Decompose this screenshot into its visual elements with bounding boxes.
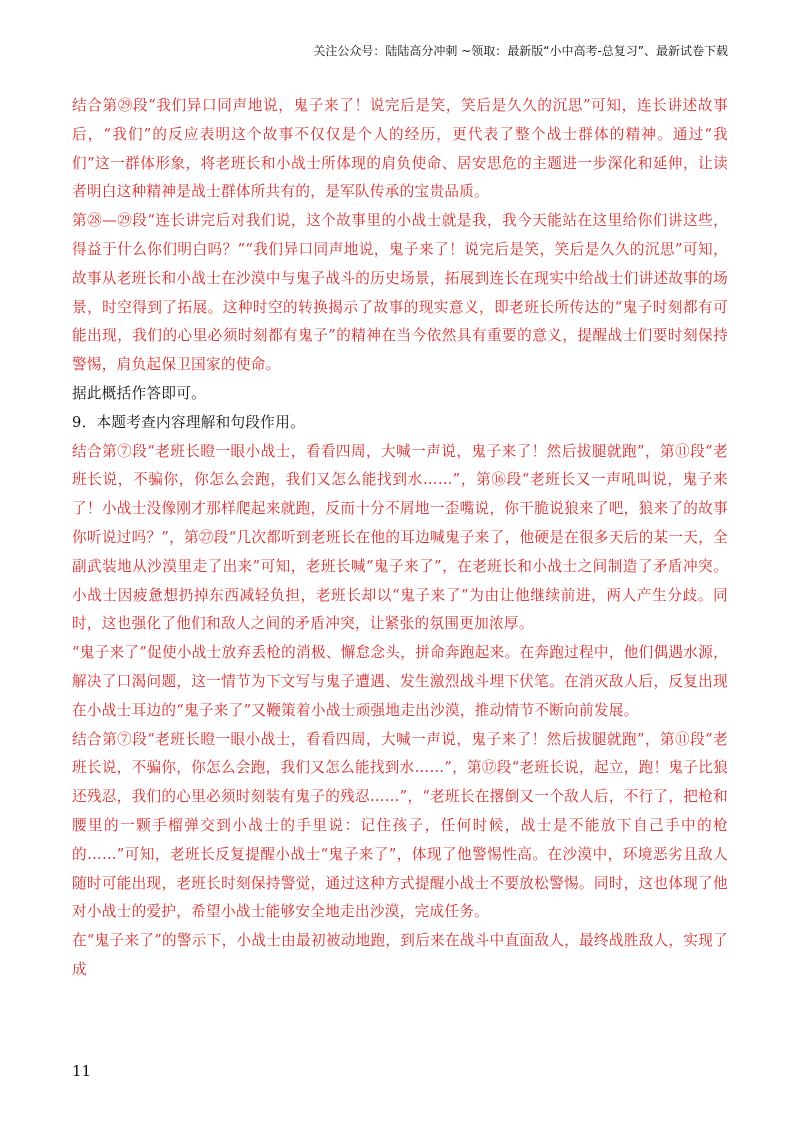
page-header: 关注公众号：陆陆高分冲刺 ~领取：最新版“小中高考-总复习”、最新试卷下载 xyxy=(313,44,728,58)
paragraph-1: 结合第㉙段“我们异口同声地说，鬼子来了！说完后是笑，笑后是久久的沉思”可知，连长讲述故事后，“我们”的反应表明这个故事不仅仅是个人的经历，更代表了整个战士群体的精神。通过“我们”这一群体形象，将老班长和小战士所体现的肩负使命、居安思危的主题进一步深化和延伸，让读者明白这种精神是战士群体所共有的，是军队传承的宝贵品质。 xyxy=(72,97,728,201)
document-body xyxy=(72,92,728,985)
paragraph-7: 结合第⑦段“老班长瞪一眼小战士，看看四周，大喊一声说，鬼子来了！然后拔腿就跑”，第⑪段“老班长说，不骗你，你怎么会跑，我们又怎么能找到水……”，第⑰段“老班长说，起立，跑！鬼子比狼还残忍，我们的心里必须时刻装有鬼子的残忍……”，“老班长在撂倒又一个敌人后，不行了，把枪和腰里的一颗手榴弹交到小战士的手里说：记住孩子，任何时候，战士是不能放下自己手中的枪的……”可知，老班长反复提醒小战士“鬼子来了”，体现了他警惕性高。在沙漠中，环境恶劣且敌人随时可能出现，老班长时刻保持警觉，通过这种方式提醒小战士不要放松警惕。同时，这也体现了他对小战士的爱护，希望小战士能够安全地走出沙漠，完成任务。 xyxy=(72,730,728,921)
paragraph-5: 结合第⑦段“老班长瞪一眼小战士，看看四周，大喊一声说，鬼子来了！然后拔腿就跑”，第⑪段“老班长说，不骗你，你怎么会跑，我们又怎么能找到水……”，第⑯段“老班长又一声吼叫说，鬼子来了！小战士没像刚才那样爬起来就跑，反而十分不屑地一歪嘴说，你干脆说狼来了吧，狼来了的故事你听说过吗？”，第㉗段“几次都听到老班长在他的耳边喊鬼子来了，他硬是在很多天后的某一天，全副武装地从沙漠里走了出来”可知，老班长喊“鬼子来了”，在老班长和小战士之间制造了矛盾冲突。小战士因疲惫想扔掉东西减轻负担，老班长却以“鬼子来了”为由让他继续前进，两人产生分歧。同时，这也强化了他们和敌人之间的矛盾冲突，让紧张的氛围更加浓厚。 xyxy=(72,442,728,633)
paragraph-2: 第㉘—㉙段“连长讲完后对我们说，这个故事里的小战士就是我，我今天能站在这里给你们讲这些，得益于什么你们明白吗？”“我们异口同声地说，鬼子来了！说完后是笑，笑后是久久的沉思”可知，故事从老班长和小战士在沙漠中与鬼子战斗的历史场景，拓展到连长在现实中给战士们讲述故事的场景，时空得到了拓展。这种时空的转换揭示了故事的现实意义，即老班长所传达的“鬼子时刻都有可能出现，我们的心里必须时刻都有鬼子”的精神在当今依然具有重要的意义，提醒战士们要时刻保持警惕，肩负起保卫国家的使命。 xyxy=(72,212,728,374)
paragraph-3: 据此概括作答即可。 xyxy=(72,384,207,402)
paragraph-6: “鬼子来了”促使小战士放弃丢枪的消极、懈怠念头，拼命奔跑起来。在奔跑过程中，他们偶遇水源，解决了口渴问题，这一情节为下文写与鬼子遭遇、发生激烈战斗埋下伏笔。在消灭敌人后，反复出现在小战士耳边的“鬼子来了”又鞭策着小战士顽强地走出沙漠，推动情节不断向前发展。 xyxy=(72,644,728,719)
paragraph-8: 在“鬼子来了”的警示下，小战士由最初被动地跑，到后来在战斗中直面敌人，最终战胜敌人，实现了成 xyxy=(72,932,728,978)
page-number: 11 xyxy=(72,1062,92,1080)
question-9-heading: 9．本题考查内容理解和句段作用。 xyxy=(72,413,305,431)
